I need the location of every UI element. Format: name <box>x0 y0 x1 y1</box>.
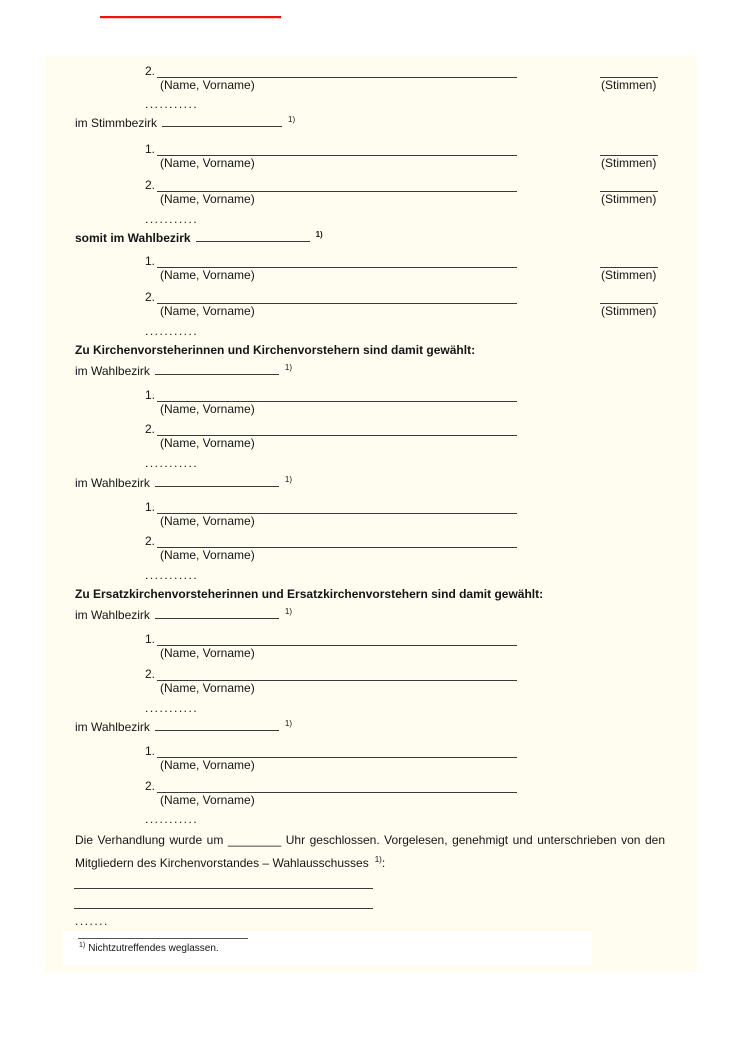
name-blank-line <box>157 142 517 156</box>
wahlbezirk-label: im Wahlbezirk <box>75 364 150 378</box>
entry-caption-row <box>44 646 697 662</box>
entry-number: 1. <box>145 254 156 268</box>
entry-number: 1. <box>145 632 156 646</box>
ellipsis: ....... <box>75 914 109 928</box>
entry-caption-row <box>44 436 697 452</box>
ellipsis-row <box>44 97 697 113</box>
wahlbezirk-lead <box>75 476 292 492</box>
entry-caption-row <box>44 793 697 809</box>
wahlbezirk-label: im Wahlbezirk <box>75 476 150 490</box>
ellipsis: ........... <box>145 324 199 338</box>
name-caption: (Name, Vorname) <box>160 402 255 416</box>
ellipsis-row <box>44 212 697 228</box>
footnote-marker: 1) <box>284 475 293 484</box>
name-blank-line <box>157 422 517 436</box>
footnote-marker: 1) <box>315 230 323 239</box>
wahlbezirk-lead <box>75 720 292 736</box>
name-caption: (Name, Vorname) <box>160 268 255 282</box>
name-caption: (Name, Vorname) <box>160 436 255 450</box>
stimmbezirk-lead <box>75 116 295 132</box>
entry-number: 2. <box>145 422 156 436</box>
name-caption: (Name, Vorname) <box>160 646 255 660</box>
heading-row <box>44 587 697 603</box>
entry-caption-row <box>44 514 697 530</box>
heading-row <box>44 343 697 359</box>
district-blank-line <box>155 476 279 487</box>
district-blank-line <box>196 231 310 242</box>
votes-blank-line <box>600 254 658 268</box>
entry-number: 2. <box>145 667 156 681</box>
somit-wahlbezirk-label: somit im Wahlbezirk <box>75 231 191 245</box>
closing-paragraph-line1: Die Verhandlung wurde um ________ Uhr geschlossen. Vorgelesen, genehmigt und unterschrieben von den <box>75 833 665 847</box>
name-caption: (Name, Vorname) <box>160 78 255 92</box>
entry-number: 2. <box>145 64 156 78</box>
votes-caption: (Stimmen) <box>601 156 657 170</box>
signature-blank-line <box>74 895 373 909</box>
ellipsis-row <box>44 456 697 472</box>
name-blank-line <box>157 178 517 192</box>
ellipsis: ........... <box>145 568 199 582</box>
ellipsis-row <box>44 568 697 584</box>
ellipsis-row <box>44 812 697 828</box>
votes-blank-line <box>600 178 658 192</box>
ellipsis: ........... <box>145 456 199 470</box>
entry-number: 1. <box>145 500 156 514</box>
footnote-text: Nichtzutreffendes weglassen. <box>88 943 219 954</box>
ellipsis: ........... <box>145 701 199 715</box>
footnote-area <box>63 931 592 966</box>
votes-caption: (Stimmen) <box>601 192 657 206</box>
name-blank-line <box>157 744 517 758</box>
form-page-body <box>44 56 697 972</box>
red-top-rule <box>100 16 281 18</box>
votes-caption: (Stimmen) <box>601 268 657 282</box>
ellipsis: ........... <box>145 212 199 226</box>
name-caption: (Name, Vorname) <box>160 156 255 170</box>
entry-number: 1. <box>145 142 156 156</box>
name-caption: (Name, Vorname) <box>160 304 255 318</box>
ellipsis: ........... <box>145 97 199 111</box>
name-blank-line <box>157 632 517 646</box>
district-blank-line <box>155 720 279 731</box>
votes-blank-line <box>600 64 658 78</box>
votes-blank-line <box>600 290 658 304</box>
district-blank-line <box>162 116 282 127</box>
wahlbezirk-lead <box>75 608 292 624</box>
footnote-marker: 1) <box>374 855 382 864</box>
name-caption: (Name, Vorname) <box>160 758 255 772</box>
footnote-marker: 1) <box>284 607 293 616</box>
votes-caption: (Stimmen) <box>601 304 657 318</box>
name-blank-line <box>157 388 517 402</box>
name-blank-line <box>157 667 517 681</box>
signature-blank-line <box>74 875 373 889</box>
heading-ersatz: Zu Ersatzkirchenvorsteherinnen und Ersatzkirchenvorstehern sind damit gewählt: <box>75 587 544 601</box>
entry-number: 2. <box>145 290 156 304</box>
wahlbezirk-label: im Wahlbezirk <box>75 608 150 622</box>
entry-number: 1. <box>145 744 156 758</box>
entry-caption-row <box>44 304 697 320</box>
entry-caption-row <box>44 681 697 697</box>
wahlbezirk-lead-row <box>44 608 697 624</box>
votes-caption: (Stimmen) <box>601 78 657 92</box>
ellipsis-row <box>44 324 697 340</box>
footnote-marker: 1) <box>79 942 86 949</box>
entry-caption-row <box>44 402 697 418</box>
entry-caption-row <box>44 758 697 774</box>
footnote-marker: 1) <box>284 719 293 728</box>
ellipsis: ........... <box>145 812 199 826</box>
heading-kirchenvorsteher: Zu Kirchenvorsteherinnen und Kirchenvorstehern sind damit gewählt: <box>75 343 476 357</box>
district-blank-line <box>155 608 279 619</box>
wahlbezirk-lead <box>75 364 292 380</box>
entry-caption-row <box>44 268 697 284</box>
name-caption: (Name, Vorname) <box>160 192 255 206</box>
footnote-marker: 1) <box>284 363 293 372</box>
name-caption: (Name, Vorname) <box>160 548 255 562</box>
entry-caption-row <box>44 548 697 564</box>
entry-number: 2. <box>145 534 156 548</box>
closing-paragraph-line2 <box>75 856 385 872</box>
footnote-divider <box>78 938 248 939</box>
name-blank-line <box>157 64 517 78</box>
stimmbezirk-lead-row <box>44 116 697 132</box>
wahlbezirk-lead-row <box>44 364 697 380</box>
name-blank-line <box>157 254 517 268</box>
entry-number: 1. <box>145 388 156 402</box>
entry-number: 2. <box>145 178 156 192</box>
name-caption: (Name, Vorname) <box>160 681 255 695</box>
name-blank-line <box>157 779 517 793</box>
entry-number: 2. <box>145 779 156 793</box>
wahlbezirk-label: im Wahlbezirk <box>75 720 150 734</box>
name-caption: (Name, Vorname) <box>160 793 255 807</box>
wahlbezirk-lead-row <box>44 720 697 736</box>
entry-caption-row <box>44 78 697 94</box>
name-blank-line <box>157 534 517 548</box>
name-blank-line <box>157 500 517 514</box>
closing-line2-text: Mitgliedern des Kirchenvorstandes – Wahlausschusses <box>75 856 369 870</box>
entry-caption-row <box>44 192 697 208</box>
wahlbezirk-lead-row <box>44 476 697 492</box>
ellipsis-row <box>44 701 697 717</box>
votes-blank-line <box>600 142 658 156</box>
footnote-marker: 1) <box>288 115 296 124</box>
name-blank-line <box>157 290 517 304</box>
footnote-text-row <box>79 943 219 954</box>
entry-caption-row <box>44 156 697 172</box>
name-caption: (Name, Vorname) <box>160 514 255 528</box>
district-blank-line <box>155 364 279 375</box>
somit-wahlbezirk-lead <box>75 231 323 247</box>
stimmbezirk-label: im Stimmbezirk <box>75 116 158 130</box>
somit-wahlbezirk-lead-row <box>44 231 697 247</box>
closing-line2-colon: : <box>381 856 386 870</box>
